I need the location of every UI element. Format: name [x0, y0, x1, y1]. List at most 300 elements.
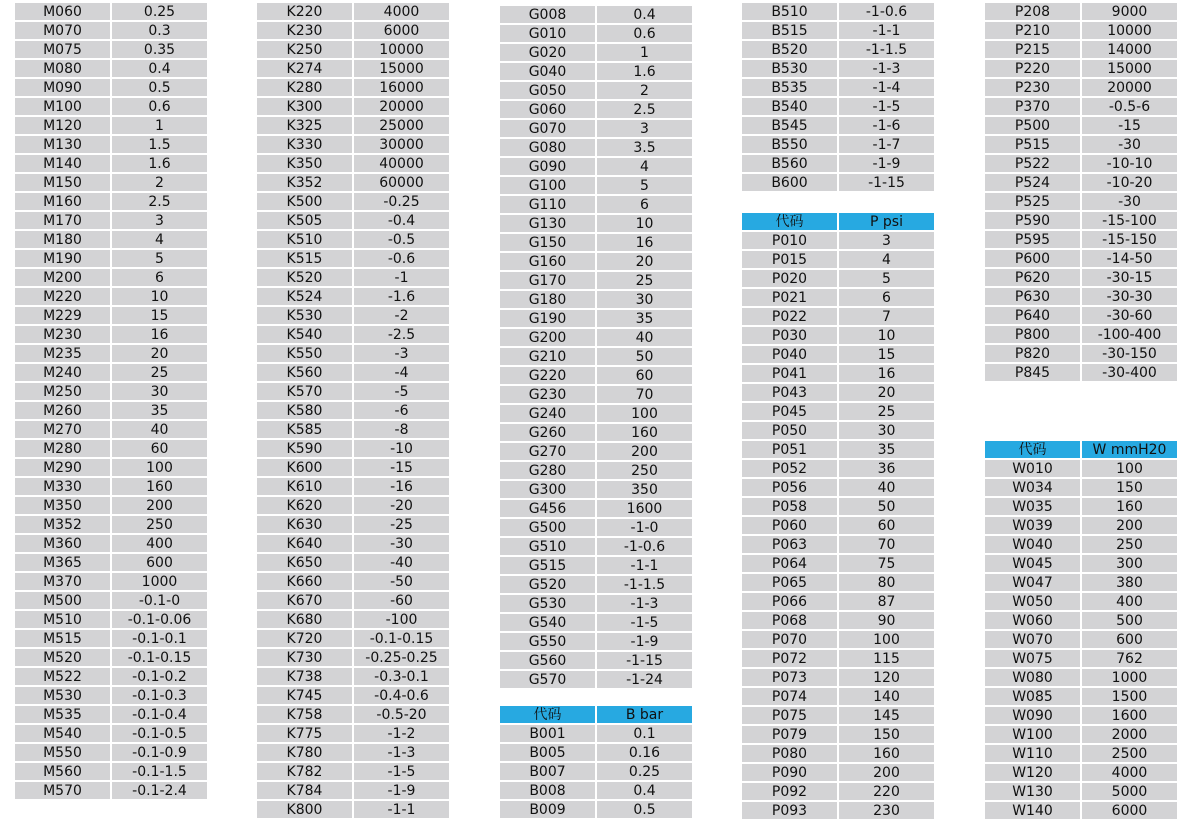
code-cell: B009: [500, 801, 597, 820]
range-cell: 20000: [1082, 79, 1179, 98]
range-cell: -30: [1082, 136, 1179, 155]
table-row: [742, 726, 936, 745]
range-cell: 15: [112, 307, 209, 326]
table-row: [15, 79, 209, 98]
code-cell: M370: [15, 573, 112, 592]
table-row: [500, 348, 694, 367]
range-cell: -15-150: [1082, 231, 1179, 250]
code-cell: P590: [985, 212, 1082, 231]
code-cell: K220: [257, 3, 354, 22]
range-cell: 380: [1082, 574, 1179, 593]
code-cell: M515: [15, 630, 112, 649]
table-row: [15, 535, 209, 554]
code-cell: K738: [257, 668, 354, 687]
range-cell: -1-3: [839, 60, 936, 79]
table-row: [742, 365, 936, 384]
range-cell: 300: [1082, 555, 1179, 574]
code-cell: B600: [742, 174, 839, 193]
range-cell: -30-400: [1082, 364, 1179, 383]
table-row: [500, 291, 694, 310]
range-cell: 600: [1082, 631, 1179, 650]
table-row: [500, 633, 694, 652]
table-row: [500, 725, 694, 744]
table-row: [500, 500, 694, 519]
code-cell: M280: [15, 440, 112, 459]
range-cell: 100: [1082, 460, 1179, 479]
table-row: [15, 155, 209, 174]
code-cell: M560: [15, 763, 112, 782]
table-row: [257, 383, 451, 402]
code-cell: K640: [257, 535, 354, 554]
code-cell: W045: [985, 555, 1082, 574]
code-cell: K524: [257, 288, 354, 307]
code-cell: P210: [985, 22, 1082, 41]
range-cell: -1-1: [354, 801, 451, 820]
code-cell: P522: [985, 155, 1082, 174]
code-cell: P063: [742, 536, 839, 555]
range-cell: 5: [839, 270, 936, 289]
range-cell: -40: [354, 554, 451, 573]
code-cell: P030: [742, 327, 839, 346]
range-cell: -50: [354, 573, 451, 592]
table-row: [257, 3, 451, 22]
code-cell: W080: [985, 669, 1082, 688]
table-row: [985, 460, 1179, 479]
code-cell: G040: [500, 63, 597, 82]
code-cell: M360: [15, 535, 112, 554]
range-cell: 0.4: [112, 60, 209, 79]
table-row: [500, 44, 694, 63]
table-row: [985, 802, 1179, 821]
code-cell: G110: [500, 196, 597, 215]
range-cell: 5000: [1082, 783, 1179, 802]
range-cell: -0.5-6: [1082, 98, 1179, 117]
code-cell: G515: [500, 557, 597, 576]
table-row: [985, 326, 1179, 345]
table-row: [257, 193, 451, 212]
range-cell: 5: [597, 177, 694, 196]
range-cell: 160: [112, 478, 209, 497]
range-cell: 2: [112, 174, 209, 193]
table-row: [742, 536, 936, 555]
range-cell: 9000: [1082, 3, 1179, 22]
range-cell: 14000: [1082, 41, 1179, 60]
code-cell: P040: [742, 346, 839, 365]
code-cell: M350: [15, 497, 112, 516]
code-cell: M330: [15, 478, 112, 497]
code-cell: M080: [15, 60, 112, 79]
range-cell: -1.6: [354, 288, 451, 307]
code-cell: M520: [15, 649, 112, 668]
table-row: [500, 671, 694, 690]
range-cell: 16: [597, 234, 694, 253]
code-cell: B520: [742, 41, 839, 60]
table-row: [985, 783, 1179, 802]
table-row: [257, 725, 451, 744]
range-table-b-bar: [500, 706, 694, 820]
table-row: [15, 98, 209, 117]
range-cell: 1.6: [112, 155, 209, 174]
code-cell: G280: [500, 462, 597, 481]
table-row: [985, 707, 1179, 726]
range-cell: -3: [354, 345, 451, 364]
range-cell: 0.16: [597, 744, 694, 763]
code-cell: M220: [15, 288, 112, 307]
range-cell: -10-20: [1082, 174, 1179, 193]
code-cell: P066: [742, 593, 839, 612]
table-row: [257, 573, 451, 592]
table-row: [985, 3, 1179, 22]
table-row: [15, 269, 209, 288]
range-cell: 500: [1082, 612, 1179, 631]
table-row: [15, 478, 209, 497]
code-cell: K330: [257, 136, 354, 155]
table-row: [257, 98, 451, 117]
code-cell: K500: [257, 193, 354, 212]
table-row: [257, 269, 451, 288]
table-row: [742, 669, 936, 688]
code-cell: B535: [742, 79, 839, 98]
code-cell: P058: [742, 498, 839, 517]
table-row: [15, 117, 209, 136]
range-cell: 150: [1082, 479, 1179, 498]
table-row: [500, 63, 694, 82]
table-row: [985, 98, 1179, 117]
table-row: [500, 6, 694, 25]
code-cell: K300: [257, 98, 354, 117]
range-cell: 100: [597, 405, 694, 424]
table-row: [985, 193, 1179, 212]
table-row: [742, 403, 936, 422]
code-cell: P093: [742, 802, 839, 821]
code-cell: W010: [985, 460, 1082, 479]
range-cell: 90: [839, 612, 936, 631]
range-cell: 25000: [354, 117, 451, 136]
range-cell: 16: [112, 326, 209, 345]
table-row: [500, 25, 694, 44]
code-cell: W035: [985, 498, 1082, 517]
table-row: [15, 345, 209, 364]
code-cell: P208: [985, 3, 1082, 22]
table-row: [257, 212, 451, 231]
range-cell: 0.4: [597, 782, 694, 801]
range-cell: 1600: [597, 500, 694, 519]
table-row: [985, 79, 1179, 98]
code-cell: G170: [500, 272, 597, 291]
table-row: [985, 555, 1179, 574]
code-cell: K325: [257, 117, 354, 136]
table-row: [15, 383, 209, 402]
code-cell: M365: [15, 554, 112, 573]
code-cell: G150: [500, 234, 597, 253]
table-row: [985, 498, 1179, 517]
range-cell: 600: [112, 554, 209, 573]
code-cell: P079: [742, 726, 839, 745]
code-cell: G050: [500, 82, 597, 101]
table-row: [742, 327, 936, 346]
code-cell: P080: [742, 745, 839, 764]
code-cell: G550: [500, 633, 597, 652]
range-cell: 160: [597, 424, 694, 443]
range-table-b-vacuum: [742, 3, 936, 193]
range-cell: -1-5: [839, 98, 936, 117]
code-cell: G260: [500, 424, 597, 443]
code-cell: K630: [257, 516, 354, 535]
range-cell: 10: [597, 215, 694, 234]
table-row: [500, 120, 694, 139]
code-cell: M229: [15, 307, 112, 326]
range-cell: 10000: [354, 41, 451, 60]
code-cell: B530: [742, 60, 839, 79]
code-cell: P072: [742, 650, 839, 669]
table-row: [985, 574, 1179, 593]
header-code-cell: 代码: [500, 706, 597, 725]
range-cell: -15-100: [1082, 212, 1179, 231]
code-cell: G080: [500, 139, 597, 158]
table-row: [257, 706, 451, 725]
code-cell: B515: [742, 22, 839, 41]
table-row: [257, 744, 451, 763]
code-cell: G570: [500, 671, 597, 690]
code-cell: K560: [257, 364, 354, 383]
range-cell: 3: [112, 212, 209, 231]
table-row: [500, 101, 694, 120]
code-cell: P060: [742, 517, 839, 536]
table-row: [742, 384, 936, 403]
code-cell: G090: [500, 158, 597, 177]
code-cell: W100: [985, 726, 1082, 745]
table-row: [742, 3, 936, 22]
table-row: [742, 802, 936, 821]
table-row: [500, 82, 694, 101]
code-cell: G130: [500, 215, 597, 234]
range-cell: -1-15: [597, 652, 694, 671]
code-cell: B560: [742, 155, 839, 174]
code-cell: K580: [257, 402, 354, 421]
table-row: [500, 310, 694, 329]
range-cell: 50: [839, 498, 936, 517]
range-cell: -1-1: [839, 22, 936, 41]
code-cell: P010: [742, 232, 839, 251]
table-row: [985, 631, 1179, 650]
range-cell: 200: [839, 764, 936, 783]
table-row: [257, 687, 451, 706]
table-row: [15, 288, 209, 307]
code-cell: M570: [15, 782, 112, 801]
range-cell: 150: [839, 726, 936, 745]
table-row: [742, 251, 936, 270]
range-cell: 60: [839, 517, 936, 536]
range-cell: 50: [597, 348, 694, 367]
table-row: [500, 763, 694, 782]
code-cell: M060: [15, 3, 112, 22]
code-cell: M100: [15, 98, 112, 117]
range-cell: 25: [839, 403, 936, 422]
code-cell: P021: [742, 289, 839, 308]
range-cell: -1-15: [839, 174, 936, 193]
table-row: [742, 574, 936, 593]
code-cell: M535: [15, 706, 112, 725]
table-row: [257, 668, 451, 687]
code-cell: K650: [257, 554, 354, 573]
code-cell: K680: [257, 611, 354, 630]
code-cell: P043: [742, 384, 839, 403]
table-row: [15, 421, 209, 440]
code-cell: P073: [742, 669, 839, 688]
range-cell: 1.5: [112, 136, 209, 155]
code-cell: W039: [985, 517, 1082, 536]
table-row: [257, 763, 451, 782]
range-cell: 6000: [1082, 802, 1179, 821]
range-cell: 120: [839, 669, 936, 688]
range-cell: 35: [839, 441, 936, 460]
table-row: [257, 60, 451, 79]
code-cell: W034: [985, 479, 1082, 498]
code-cell: B005: [500, 744, 597, 763]
table-row: [15, 687, 209, 706]
table-row: [742, 60, 936, 79]
code-cell: K784: [257, 782, 354, 801]
table-row: [15, 668, 209, 687]
table-row: [500, 139, 694, 158]
table-row: [257, 516, 451, 535]
code-cell: K610: [257, 478, 354, 497]
table-row: [742, 631, 936, 650]
code-cell: G010: [500, 25, 597, 44]
table-row: [985, 726, 1179, 745]
range-cell: -0.1-0.5: [112, 725, 209, 744]
table-row: [985, 288, 1179, 307]
range-cell: 25: [112, 364, 209, 383]
table-row: [500, 329, 694, 348]
table-row: [15, 212, 209, 231]
table-row: [257, 174, 451, 193]
range-cell: 200: [597, 443, 694, 462]
table-row: [500, 519, 694, 538]
table-row: [500, 367, 694, 386]
range-cell: 16: [839, 365, 936, 384]
range-cell: 145: [839, 707, 936, 726]
range-cell: 0.35: [112, 41, 209, 60]
table-row: [985, 612, 1179, 631]
table-row: [15, 41, 209, 60]
table-row: [500, 196, 694, 215]
range-cell: 350: [597, 481, 694, 500]
table-row: [15, 573, 209, 592]
range-cell: -1: [354, 269, 451, 288]
code-cell: G190: [500, 310, 597, 329]
range-cell: 100: [112, 459, 209, 478]
code-cell: P051: [742, 441, 839, 460]
range-cell: 0.5: [112, 79, 209, 98]
range-cell: 15000: [354, 60, 451, 79]
code-cell: P370: [985, 98, 1082, 117]
range-cell: -0.5-20: [354, 706, 451, 725]
table-row: [15, 326, 209, 345]
code-cell: W130: [985, 783, 1082, 802]
range-cell: -1-24: [597, 671, 694, 690]
range-cell: -0.4: [354, 212, 451, 231]
range-cell: 7: [839, 308, 936, 327]
code-cell: K670: [257, 592, 354, 611]
range-cell: -1-4: [839, 79, 936, 98]
range-cell: 230: [839, 802, 936, 821]
range-cell: -0.1-0.15: [354, 630, 451, 649]
table-row: [500, 158, 694, 177]
table-row: [985, 269, 1179, 288]
code-cell: K540: [257, 326, 354, 345]
table-row: [985, 517, 1179, 536]
table-row: [985, 307, 1179, 326]
table-row: [742, 41, 936, 60]
code-cell: K758: [257, 706, 354, 725]
range-cell: 4000: [1082, 764, 1179, 783]
code-cell: B540: [742, 98, 839, 117]
code-cell: K570: [257, 383, 354, 402]
code-cell: P056: [742, 479, 839, 498]
range-cell: 70: [597, 386, 694, 405]
code-cell: M235: [15, 345, 112, 364]
range-cell: -5: [354, 383, 451, 402]
range-cell: 200: [112, 497, 209, 516]
range-cell: -0.6: [354, 250, 451, 269]
range-cell: 3.5: [597, 139, 694, 158]
range-cell: 6000: [354, 22, 451, 41]
range-cell: 0.1: [597, 725, 694, 744]
table-row: [15, 459, 209, 478]
code-cell: K782: [257, 763, 354, 782]
range-cell: -0.1-0.9: [112, 744, 209, 763]
table-row: [257, 497, 451, 516]
range-cell: -10: [354, 440, 451, 459]
code-cell: K274: [257, 60, 354, 79]
code-cell: G060: [500, 101, 597, 120]
range-cell: 40: [597, 329, 694, 348]
table-row: [257, 288, 451, 307]
table-row: [15, 706, 209, 725]
code-cell: P524: [985, 174, 1082, 193]
range-cell: 2000: [1082, 726, 1179, 745]
code-cell: W110: [985, 745, 1082, 764]
table-row: [742, 79, 936, 98]
code-cell: M250: [15, 383, 112, 402]
table-header-row: [742, 213, 936, 232]
code-cell: B545: [742, 117, 839, 136]
range-cell: 6: [112, 269, 209, 288]
table-row: [15, 402, 209, 421]
table-row: [985, 669, 1179, 688]
code-cell: M540: [15, 725, 112, 744]
code-cell: K800: [257, 801, 354, 820]
range-table-w-mmh2o: [985, 441, 1179, 821]
table-row: [742, 593, 936, 612]
range-cell: 10: [112, 288, 209, 307]
range-cell: 20: [597, 253, 694, 272]
table-row: [257, 801, 451, 820]
range-cell: -100-400: [1082, 326, 1179, 345]
range-cell: 1: [597, 44, 694, 63]
code-cell: M510: [15, 611, 112, 630]
range-cell: -1-1.5: [597, 576, 694, 595]
code-cell: W060: [985, 612, 1082, 631]
table-row: [985, 479, 1179, 498]
table-row: [15, 22, 209, 41]
table-row: [15, 440, 209, 459]
range-cell: -0.25-0.25: [354, 649, 451, 668]
table-row: [742, 460, 936, 479]
range-cell: -30-60: [1082, 307, 1179, 326]
range-cell: 25: [597, 272, 694, 291]
